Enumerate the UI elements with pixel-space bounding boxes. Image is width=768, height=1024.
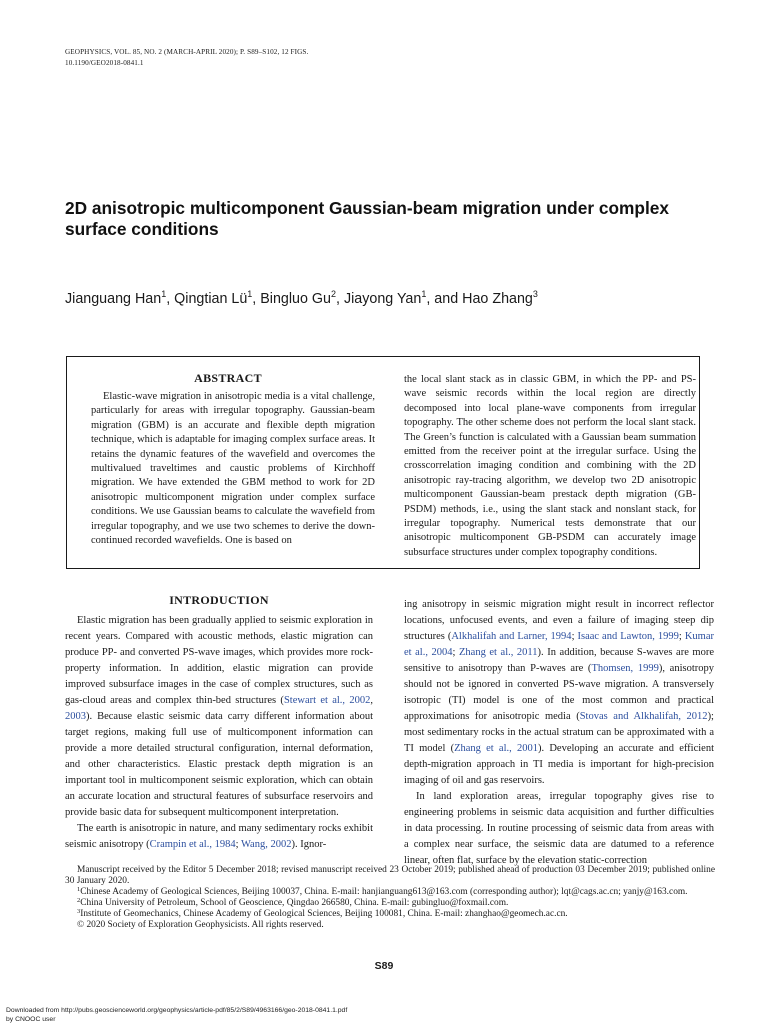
- citation-link[interactable]: Alkhalifah and Larner, 1994: [451, 631, 572, 642]
- abstract-box: [66, 356, 700, 569]
- affiliation-1: $^1$Chinese Academy of Geological Sciences, Beijing 100037, China. E-mail: hanjianguang613@163.com (corresponding author); lqt@cags.ac.cn; yanjy@163.com.: [77, 886, 688, 897]
- intro-paragraph-4: In land exploration areas, irregular topography gives rise to engineering problems in seismic data acquisition and further difficulties in data processing. In routine processing of seismic data from areas with a complex near surface, the seismic data are datumed to a reference linear, often flat, surface by the elevation static-correction: [404, 791, 714, 866]
- intro-paragraph-3: ing anisotropy in seismic migration might result in incorrect reflector locations, unfocused events, and even a failure of imaging steep dip structures (Alkhalifah and Larner, 1994; Isaac and Lawton, 1999; Kumar et al., 2004; Zhang et al., 2011). In addition, because S-waves are more sensitive to anisotropy than P-waves are (Thomsen, 1999), anisotropy should not be ignored in converted PS-wave migration. A transversely isotropic (TI) model is one of the most common and practical approximations for anisotropic media (Stovas and Alkhalifah, 2012); most sedimentary rocks in the actual stratum can be approximated with a TI model (Zhang et al., 2001). Developing an accurate and efficient depth-migration approach in TI media is important for high-precision imaging of oil and gas reservoirs.: [404, 599, 715, 786]
- paper-title: 2D anisotropic multicomponent Gaussian-beam migration under complex surface conditions: [65, 198, 669, 239]
- affiliation-3: $^3$Institute of Geomechanics, Chinese Academy of Geological Sciences, Beijing 100081, China. E-mail: zhanghao@geomech.ac.cn.: [77, 908, 568, 919]
- author-name: Jiayong Yan: [343, 291, 422, 307]
- intro-paragraph-2: The earth is anisotropic in nature, and many sedimentary rocks exhibit seismic anisotropy (Crampin et al., 1984; Wang, 2002). Ignor-: [65, 823, 373, 850]
- author-name: Hao Zhang: [462, 291, 533, 307]
- citation-link[interactable]: Zhang et al., 2011: [459, 647, 538, 658]
- right-body-column: [404, 597, 714, 869]
- journal-citation: GEOPHYSICS, VOL. 85, NO. 2 (MARCH-APRIL 2020); P. S89–S102, 12 FIGS.: [65, 48, 309, 56]
- author-list: Jianguang Han$^1$, Qingtian $Lü^1$, Bingluo Gu$^2$, Jiayong Yan$^1$, and Hao Zhang$^3$: [65, 289, 538, 307]
- author-affiliation-marker: 3: [532, 289, 538, 299]
- doi: 10.1190/GEO2018-0841.1: [65, 59, 144, 67]
- intro-paragraph-1: Elastic migration has been gradually applied to seismic exploration in recent years. Compared with acoustic methods, elastic migration can produce PP- and converted PS-wave images, which provides more rock-property information. In addition, elastic migration can provide improved subsurface images in the case of complex structures, such as gas-cloud areas and complex thin-bed structures (Stewart et al., 2002, 2003). Because elastic seismic data carry different information about target regions, making full use of multicomponent information can provide a more detailed structural configuration, internal deformation, and other characteristics. Elastic prestack depth migration is an important tool in multicomponent seismic exploration, which can obtain an accurate location and structural features of subsurface reservoirs and provide basic data for subsequent multicomponent interpretation.: [65, 615, 374, 818]
- author-affiliation-marker: 1: [421, 289, 427, 299]
- citation-link[interactable]: 2003: [65, 711, 86, 722]
- citation-link[interactable]: Isaac and Lawton, 1999: [577, 631, 679, 642]
- left-body-column: [65, 613, 373, 853]
- affiliation-2: $^2$China University of Petroleum, School of Geoscience, Qingdao 266580, China. E-mail: gubingluo@foxmail.com.: [77, 897, 509, 908]
- page-number: S89: [374, 960, 394, 972]
- download-notice: [6, 1007, 746, 1024]
- introduction-heading: INTRODUCTION: [169, 593, 269, 607]
- author-affiliation-marker: 1: [247, 289, 253, 299]
- author-affiliation-marker: 1: [161, 289, 167, 299]
- citation-link[interactable]: Stewart et al., 2002: [283, 695, 371, 706]
- manuscript-history: Manuscript received by the Editor 5 December 2018; revised manuscript received 23 October 2019; published ahead of production 03 December 2019; published online 30 January 2020.: [65, 865, 715, 886]
- author-name: Qingtian Lü: [174, 291, 248, 307]
- author-name: Bingluo Gu: [260, 291, 331, 307]
- copyright: © 2020 Society of Exploration Geophysicists. All rights reserved.: [77, 920, 324, 930]
- download-user-text: by CNOOC user: [6, 1015, 56, 1023]
- abstract-left-column: Elastic-wave migration in anisotropic media is a vital challenge, particularly for areas with irregular topography. Gaussian-beam migration (GBM) is an accurate and flexible depth migration technique, which is adaptable for imaging complex surface areas. It retains the dynamic features of the wavefield and overcomes the multivalued traveltimes and caustic problems of Kirchhoff migration. We have extended the GBM method to work for 2D anisotropic multicomponent migration under complex surface conditions. We use Gaussian beams to calculate the wavefield from irregular topography, and we use two schemes to derive the down-continued recorded wavefields. One is based on: [91, 391, 375, 547]
- citation-link[interactable]: Crampin et al., 1984: [149, 839, 236, 850]
- citation-link[interactable]: Stovas and Alkhalifah, 2012: [579, 711, 708, 722]
- journal-header: [65, 47, 308, 69]
- footnotes: [65, 865, 715, 931]
- download-link-text[interactable]: Downloaded from http://pubs.geoscienceworld.org/geophysics/article-pdf/85/2/S89/4963166/geo-2018-0841.1.pdf: [6, 1007, 348, 1014]
- citation-link[interactable]: Wang, 2002: [240, 839, 292, 850]
- abstract-heading: ABSTRACT: [194, 371, 262, 385]
- citation-link[interactable]: Zhang et al., 2001: [454, 743, 538, 754]
- citation-link[interactable]: Kumar et al., 2004: [404, 631, 714, 658]
- citation-link[interactable]: Thomsen, 1999: [591, 663, 659, 674]
- author-affiliation-marker: 2: [331, 289, 337, 299]
- author-name: Jianguang Han: [65, 291, 162, 307]
- abstract-right-column: the local slant stack as in classic GBM, in which the PP- and PS-wave seismic records within the local region are directly decomposed into local plane-wave components from irregular topography. The other scheme does not perform the local slant stack. The Green’s function is calculated with a Gaussian beam summation emitted from the receiver point at the irregular surface. Using the crosscorrelation imaging condition and combining with the 2D anisotropic ray-tracing algorithm, we develop two 2D anisotropic multicomponent Gaussian-beam prestack depth migration (GB-PSDM) methods, i.e., using the slant stack and nonslant stack, for irregular topography. Numerical tests demonstrate that our anisotropic multicomponent GB-PSDM can accurately image subsurface structures under complex topography conditions.: [404, 374, 696, 558]
